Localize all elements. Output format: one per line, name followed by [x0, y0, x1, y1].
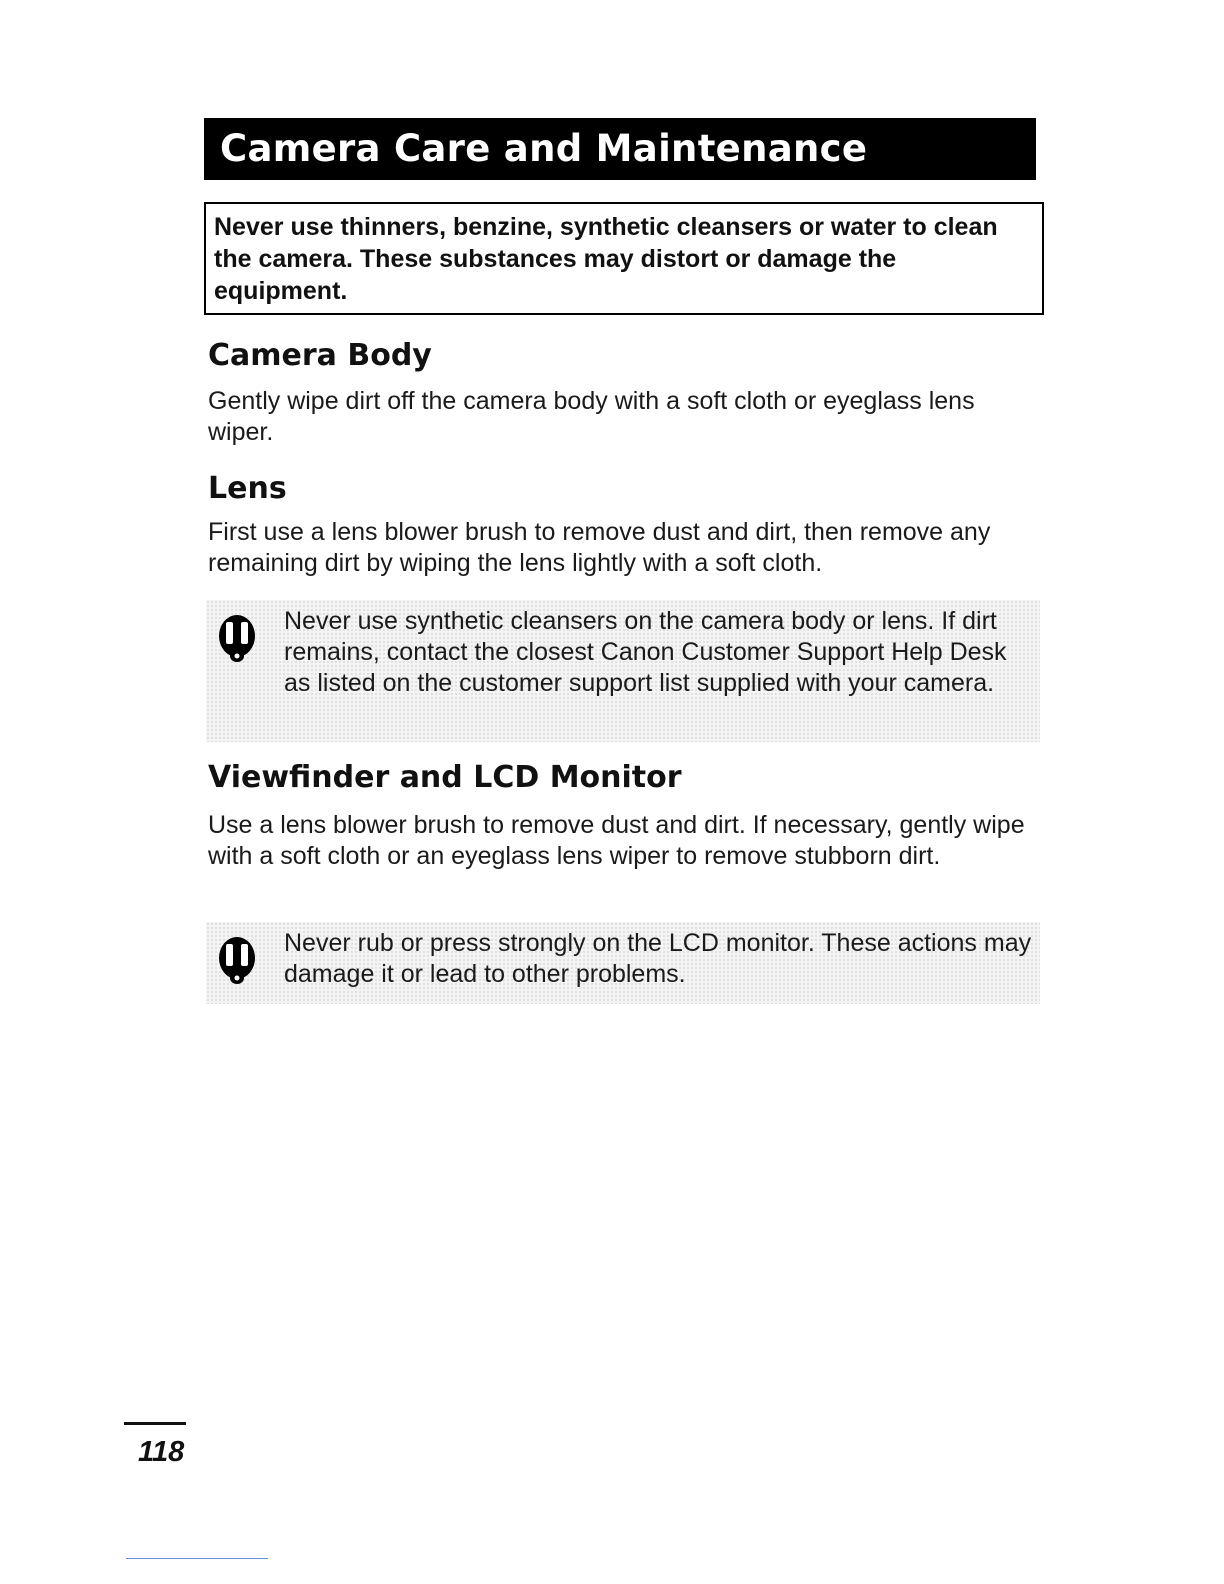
caution-lcd — [206, 922, 1040, 1004]
warning-box: Never use thinners, benzine, synthetic cleansers or water to clean the camera. These substances may distort or damage the equipment. — [204, 202, 1044, 315]
caution-exclamation-icon — [214, 612, 260, 664]
footer-rule — [124, 1422, 186, 1425]
caution-text-lens: Never use synthetic cleansers on the camera body or lens. If dirt remains, contact the closest Canon Customer Support Help Desk as listed on the customer support list supplied with your camera. — [284, 607, 1007, 697]
caution-exclamation-icon — [214, 934, 260, 986]
text-lens: First use a lens blower brush to remove dust and dirt, then remove any remaining dirt by wiping the lens lightly with a soft cloth. — [208, 518, 991, 577]
caution-lens — [206, 600, 1040, 742]
heading-camera-body: Camera Body — [208, 338, 432, 373]
caution-text-lcd: Never rub or press strongly on the LCD monitor. These actions may damage it or lead to other problems. — [284, 929, 1032, 988]
page-number: 118 — [138, 1436, 185, 1468]
page-title: Camera Care and Maintenance — [204, 118, 1036, 180]
text-camera-body: Gently wipe dirt off the camera body with a soft cloth or eyeglass lens wiper. — [208, 387, 975, 446]
heading-lens: Lens — [208, 471, 287, 506]
bottom-rule — [126, 1558, 268, 1559]
heading-viewfinder: Viewfinder and LCD Monitor — [208, 760, 682, 795]
text-viewfinder: Use a lens blower brush to remove dust and dirt. If necessary, gently wipe with a soft cloth or an eyeglass lens wiper to remove stubborn dirt. — [208, 811, 1025, 870]
